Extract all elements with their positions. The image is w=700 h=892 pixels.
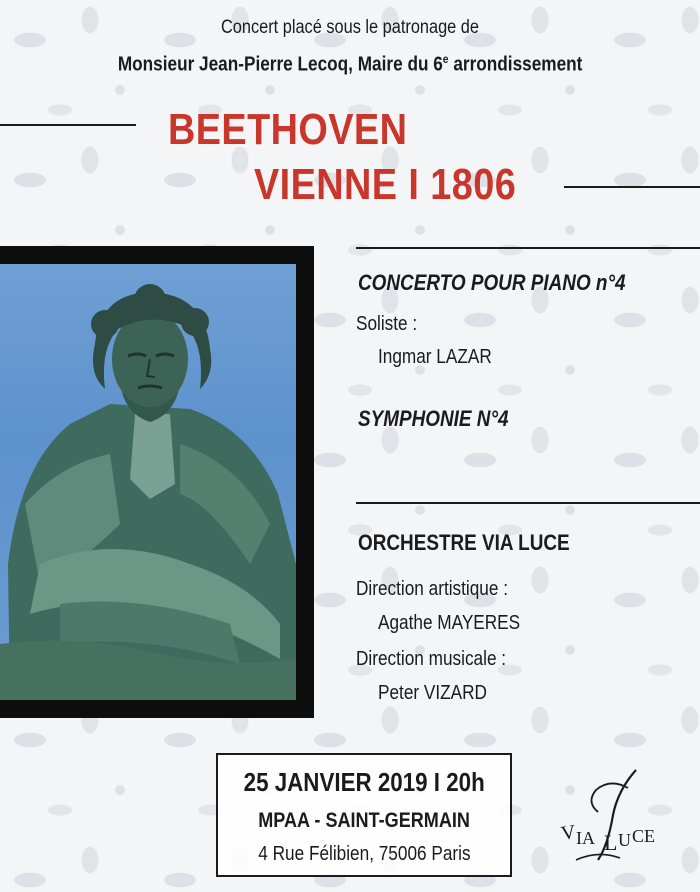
title-line-2: VIENNE I 1806: [254, 160, 517, 209]
soloist-label: Soliste :: [356, 313, 418, 335]
svg-text:IA: IA: [576, 828, 595, 848]
patronage-line-2: Monsieur Jean-Pierre Lecoq, Maire du 6e arrondissement: [117, 52, 583, 76]
musical-direction-name: Peter VIZARD: [378, 682, 487, 704]
via-luce-logo: [558, 760, 658, 870]
artistic-direction-name: Agathe MAYERES: [378, 612, 521, 634]
title-line-1: BEETHOVEN: [168, 105, 408, 154]
artistic-direction-label: Direction artistique :: [356, 578, 509, 600]
photo-frame: [0, 246, 314, 718]
piece-symphony: SYMPHONIE N°4: [358, 406, 509, 431]
svg-text:L: L: [604, 830, 618, 855]
svg-text:CE: CE: [632, 826, 656, 846]
program-rule-top: [356, 247, 700, 249]
orchestra-rule-top: [356, 502, 700, 504]
svg-text:V: V: [559, 821, 578, 845]
piece-concerto: CONCERTO POUR PIANO n°4: [358, 270, 626, 295]
patronage-line-1: Concert placé sous le patronage de: [220, 17, 479, 38]
soloist-name: Ingmar LAZAR: [378, 346, 492, 368]
musical-direction-label: Direction musicale :: [356, 648, 507, 670]
title-rule-left: [0, 124, 136, 126]
via-luce-logo-icon: [558, 760, 658, 870]
event-venue: MPAA - SAINT-GERMAIN: [258, 809, 470, 832]
title-rule-right: [564, 186, 700, 188]
event-date: 25 JANVIER 2019 I 20h: [243, 767, 485, 797]
statue-illustration: [0, 264, 296, 700]
beethoven-statue-photo: [0, 264, 296, 700]
svg-text:U: U: [618, 830, 631, 850]
orchestra-name: ORCHESTRE VIA LUCE: [358, 530, 570, 555]
event-address: 4 Rue Félibien, 75006 Paris: [257, 843, 471, 865]
event-info-box: [216, 753, 512, 877]
